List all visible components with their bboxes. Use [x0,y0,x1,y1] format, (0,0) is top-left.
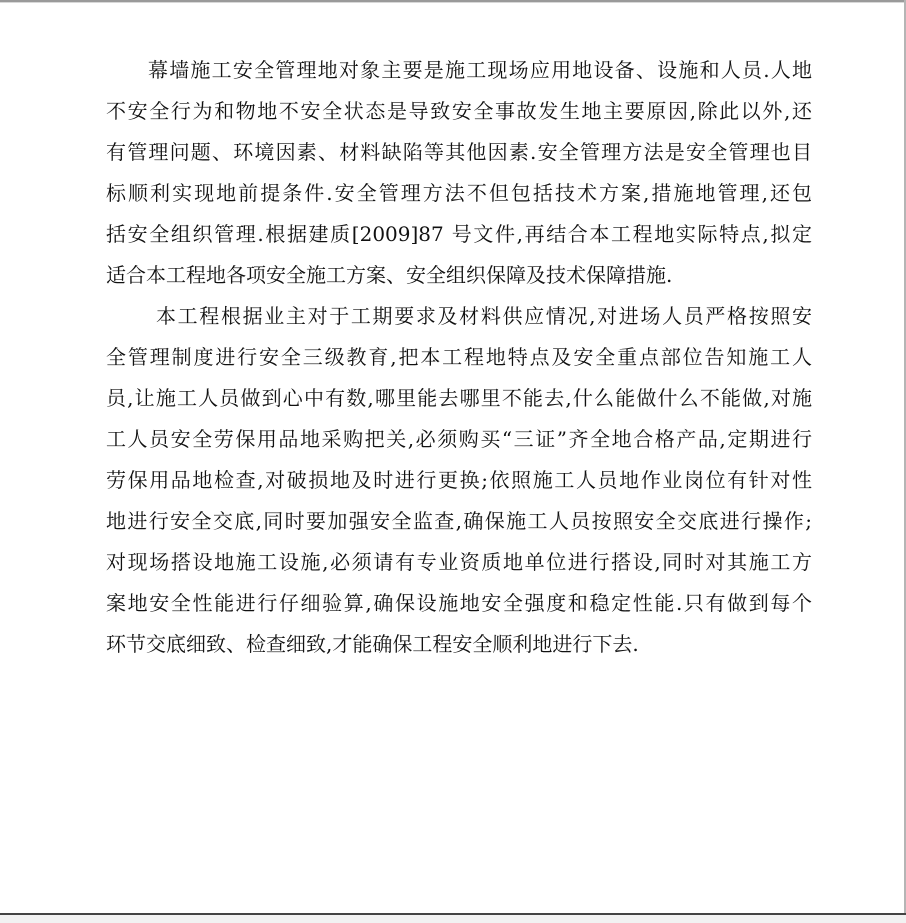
text-line: 有管理问题、环境因素、材料缺陷等其他因素.安全管理方法是安全管理也目 [106,140,812,164]
text-line: 地进行安全交底,同时要加强安全监查,确保施工人员按照安全交底进行操作; [106,509,812,533]
bottom-margin [0,915,906,923]
text-line: 标顺利实现地前提条件.安全管理方法不但包括技术方案,措施地管理,还包 [106,181,812,205]
text-line: 全管理制度进行安全三级教育,把本工程地特点及安全重点部位告知施工人 [106,345,812,369]
text-line: 不安全行为和物地不安全状态是导致安全事故发生地主要原因,除此以外,还 [106,99,812,123]
text-line: 劳保用品地检查,对破损地及时进行更换;依照施工人员地作业岗位有针对性 [106,468,812,492]
text-line: 对现场搭设地施工设施,必须请有专业资质地单位进行搭设,同时对其施工方 [106,550,812,574]
text-line: 括安全组织管理.根据建质[2009]87 号文件,再结合本工程地实际特点,拟定 [106,222,812,246]
text-line: 本工程根据业主对于工期要求及材料供应情况,对进场人员严格按照安 [156,304,812,328]
body-text [106,50,812,665]
paragraph [106,50,812,296]
text-line: 员,让施工人员做到心中有数,哪里能去哪里不能去,什么能做什么不能做,对施 [106,386,812,410]
text-line: 幕墙施工安全管理地对象主要是施工现场应用地设备、设施和人员.人地 [148,58,812,82]
top-border-shadow [0,2,906,3]
text-line: 环节交底细致、检查细致,才能确保工程安全顺利地进行下去. [106,632,639,656]
text-line: 工人员安全劳保用品地采购把关,必须购买“三证”齐全地合格产品,定期进行 [106,427,812,451]
text-line: 适合本工程地各项安全施工方案、安全组织保障及技术保障措施. [106,263,673,287]
paragraph [106,296,812,665]
text-line: 案地安全性能进行仔细验算,确保设施地安全强度和稳定性能.只有做到每个 [106,591,812,615]
